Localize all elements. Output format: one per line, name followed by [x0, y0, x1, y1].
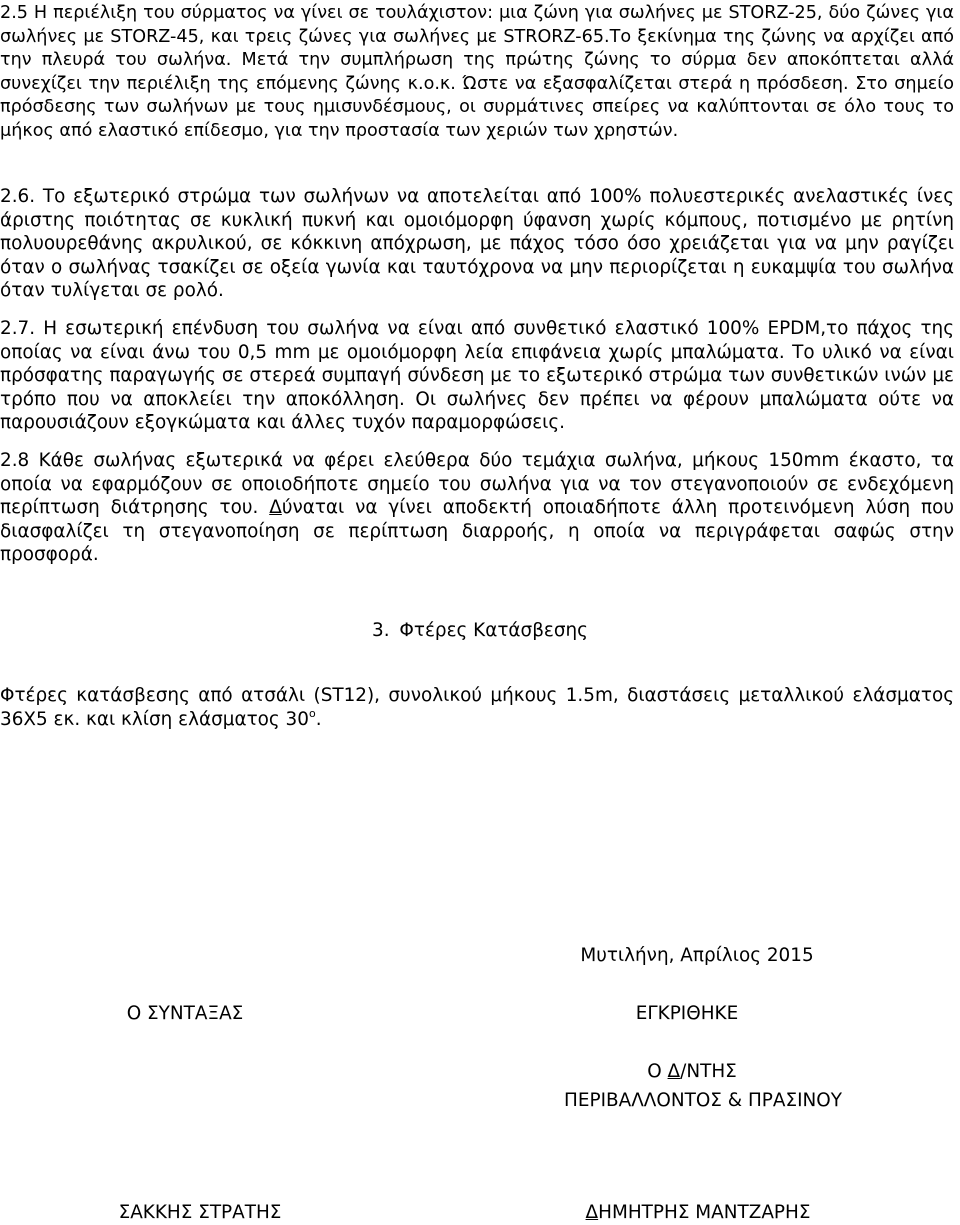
paragraph-2-8-underlined-letter: Δ [269, 497, 282, 518]
signature-right-department-line1 [647, 1060, 737, 1084]
dept-suffix: /ΝΤΗΣ [680, 1061, 737, 1082]
section-3-number: 3. [372, 620, 390, 641]
paragraph-2-8 [0, 449, 954, 567]
paragraph-2-8-part1: 2.8 Κάθε σωλήνας εξωτερικά να φέρει ελεύθερα δύο τεμάχια σωλήνα, μήκους 150mm έκαστο, τα οποία να εφαρμόζουν σε οποιοδήποτε σημείο του σωλήνα για να τον στεγανοποιούν σε ενδεχόμενη περίπτωση διάτρησης του. [0, 450, 954, 518]
paragraph-2-8-part2: ύναται να γίνει αποδεκτή οποιαδήποτε άλλη προτεινόμενη λύση που διασφαλίζει τη στεγανοποίηση σε περίπτωση διαρροής, η οποία να περιγράφεται σαφώς στην προσφορά. [0, 497, 954, 565]
section-3-heading [0, 619, 960, 643]
signature-right-title: ΕΓΚΡΙΘΗΚΕ [635, 1003, 739, 1024]
dept-prefix: Ο [647, 1061, 668, 1082]
right-name-underlined-letter: Δ [585, 1202, 599, 1223]
signature-left-title: Ο ΣΥΝΤΑΞΑΣ [126, 1003, 244, 1024]
paragraph-2-6: 2.6. Το εξωτερικό στρώμα των σωλήνων να αποτελείται από 100% πολυεστερικές ανελαστικές ίνες άριστης ποιότητας σε κυκλική πυκνή και ομοιόμορφη ύφανση χωρίς κόμπους, ποτισμένο με ρητίνη πολυουρεθάνης ακρυλικού, σε κόκκινη απόχρωση, με πάχος τόσο όσο χρειάζεται για να μην ραγίζει όταν ο σωλήνας τσακίζει σε οξεία γωνία και ταυτόχρονα να μην περιορίζεται η ευκαμψία του σωλήνα όταν τυλίγεται σε ρολό. [0, 186, 954, 301]
signature-right-name [586, 1201, 811, 1225]
dept-underlined-letter: Δ [667, 1061, 681, 1082]
paragraph-2-5: 2.5 Η περιέλιξη του σύρματος να γίνει σε τουλάχιστον: μια ζώνη για σωλήνες με STORZ-25, δύο ζώνες για σωλήνες με STORZ-45, και τρεις ζώνες για σωλήνες με STRORZ-65.Το ξεκίνημα της ζώνης να αρχίζει από την πλευρά του σωλήνα. Μετά την συμπλήρωση της πρώτης ζώνης το σύρμα δεν αποκόπτεται αλλά συνεχίζει την περιέλιξη της επόμενης ζώνης κ.ο.κ. Ώστε να εξασφαλίζεται στερά η πρόσδεση. Στο σημείο πρόσδεσης των σωλήνων με τους ημισυνδέσμους, οι συρμάτινες σπείρες να καλύπτονται σε όλο τους το μήκος από ελαστικό επίδεσμο, για την προστασία των χεριών των χρηστών. [0, 3, 954, 141]
paragraph-section-3-main: Φτέρες κατάσβεσης από ατσάλι (ST12), συνολικού μήκους 1.5m, διαστάσεις μεταλλικού ελάσματος 36Χ5 εκ. και κλίση ελάσματος 30 [0, 685, 954, 730]
paragraph-section-3-end: . [315, 708, 322, 730]
right-name-rest: ΗΜΗΤΡΗΣ ΜΑΝΤΖΑΡΗΣ [598, 1202, 811, 1223]
paragraph-section-3 [0, 684, 954, 733]
place-date: Μυτιλήνη, Απρίλιος 2015 [580, 945, 814, 966]
signature-left-name: ΣΑΚΚΗΣ ΣΤΡΑΤΗΣ [118, 1202, 282, 1223]
degree-superscript: ο [308, 706, 316, 720]
paragraph-2-7: 2.7. Η εσωτερική επένδυση του σωλήνα να είναι από συνθετικό ελαστικό 100% EPDM,το πάχος της οποίας να είναι άνω του 0,5 mm με ομοιόμορφη λεία επιφάνεια χωρίς μπαλώματα. Το υλικό να είναι πρόσφατης παραγωγής σε στερεά συμπαγή σύνδεση με το εξωτερικό στρώμα των συνθετικών ινών με τρόπο που να αποκλείει την αποκόλληση. Οι σωλήνες δεν πρέπει να φέρουν μπαλώματα ούτε να παρουσιάζουν εξογκώματα και άλλες τυχόν παραμορφώσεις. [0, 318, 954, 433]
section-3-title: Φτέρες Κατάσβεσης [399, 620, 588, 641]
signature-right-department-line2: ΠΕΡΙΒΑΛΛΟΝΤΟΣ & ΠΡΑΣΙΝΟΥ [564, 1090, 842, 1111]
